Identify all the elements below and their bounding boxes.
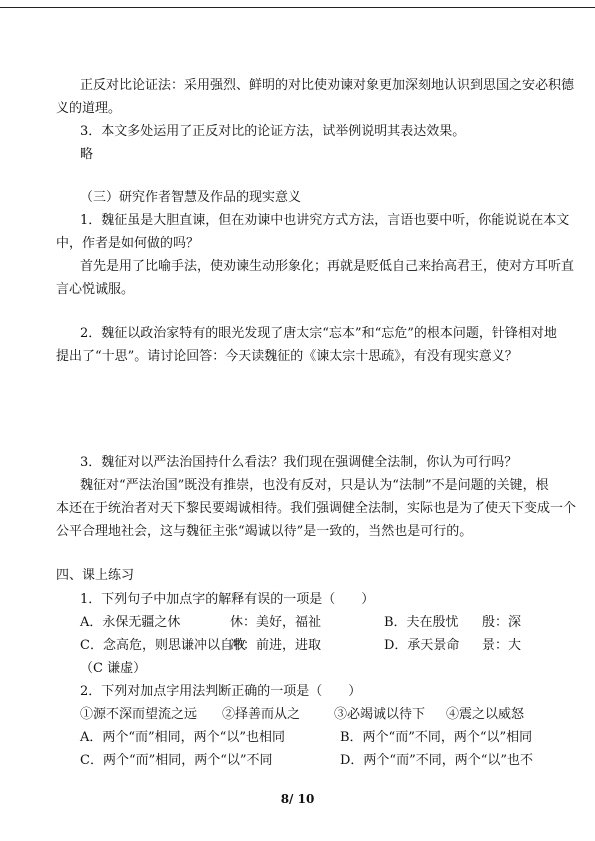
option-b: B．夫在殷忧 bbox=[384, 615, 459, 630]
item-1: ①源不深而望流之远 bbox=[80, 707, 198, 722]
option-a: A．永保无疆之休 bbox=[80, 615, 181, 630]
text-line: 言心悦诚服。 bbox=[56, 282, 135, 297]
option-a: A．两个“而”相同，两个“以”也相同 bbox=[80, 730, 285, 745]
answer-text: 略 bbox=[80, 147, 94, 162]
exercise-1-prompt: 1．下列句子中加点字的解释有误的一项是（ ） bbox=[80, 592, 375, 607]
option-b: B．两个“而”不同，两个“以”相同 bbox=[340, 730, 533, 745]
item-4: ④震之以威怒 bbox=[446, 707, 525, 722]
question-2-prompt: 2．魏征以政治家特有的眼光发现了唐太宗“忘本”和“忘危”的根本问题，针锋相对地 bbox=[80, 326, 557, 341]
text-line: 义的道理。 bbox=[56, 101, 122, 116]
answer-text: 首先是用了比喻手法，使劝谏生动形象化；再就是贬低自己来抬高君王，使对方耳听直 bbox=[80, 259, 575, 274]
option-c-note: 冲：前进，进取 bbox=[230, 638, 322, 653]
question-3-prompt: 3．魏征对以严法治国持什么看法？我们现在强调健全法制，你认为可行吗？ bbox=[80, 455, 518, 470]
page-number: 8/ 10 bbox=[280, 792, 315, 806]
question-3-prompt: 3．本文多处运用了正反对比的论证方法，试举例说明其表达效果。 bbox=[80, 124, 466, 139]
section-heading: （三）研究作者智慧及作品的现实意义 bbox=[80, 190, 302, 205]
answer-text: 魏征对“严法治国”既没有推崇，也没有反对，只是认为“法制”不是问题的关键，根 bbox=[80, 478, 549, 493]
text-line: 正反对比论证法：采用强烈、鲜明的对比使劝谏对象更加深刻地认识到思国之安必积德 bbox=[80, 78, 575, 93]
option-a-note: 休：美好，福祉 bbox=[230, 615, 322, 630]
exercise-2-prompt: 2．下列对加点字用法判断正确的一项是（ ） bbox=[80, 684, 362, 699]
text-line: 提出了“十思”。请讨论回答：今天读魏征的《谏太宗十思疏》，有没有现实意义？ bbox=[56, 349, 518, 364]
item-2: ②择善而从之 bbox=[222, 707, 301, 722]
answer-text: （C 谦虚） bbox=[80, 661, 147, 676]
item-3: ③必竭诚以待下 bbox=[334, 707, 426, 722]
option-b-note: 殷：深 bbox=[482, 615, 522, 630]
option-c: C．念高危，则思谦冲以自牧 bbox=[80, 638, 246, 653]
option-d-note: 景：大 bbox=[482, 638, 522, 653]
text-line: 本还在于统治者对天下黎民要竭诚相待。我们强调健全法制，实际也是为了使天下变成一个 bbox=[56, 501, 577, 516]
section-heading: 四、课上练习 bbox=[56, 568, 135, 583]
option-d: D．两个“而”不同，两个“以”也不 bbox=[340, 753, 534, 768]
option-c: C．两个“而”相同，两个“以”不同 bbox=[80, 753, 273, 768]
text-line: 中，作者是如何做的吗？ bbox=[56, 236, 200, 251]
text-line: 公平合理地社会，这与魏征主张“竭诚以待”是一致的，当然也是可行的。 bbox=[56, 524, 473, 539]
question-1-prompt: 1．魏征虽是大胆直谏，但在劝谏中也讲究方式方法，言语也要中听，你能说说在本文 bbox=[80, 213, 570, 228]
option-d: D．承天景命 bbox=[384, 638, 460, 653]
header-rule bbox=[0, 7, 595, 8]
